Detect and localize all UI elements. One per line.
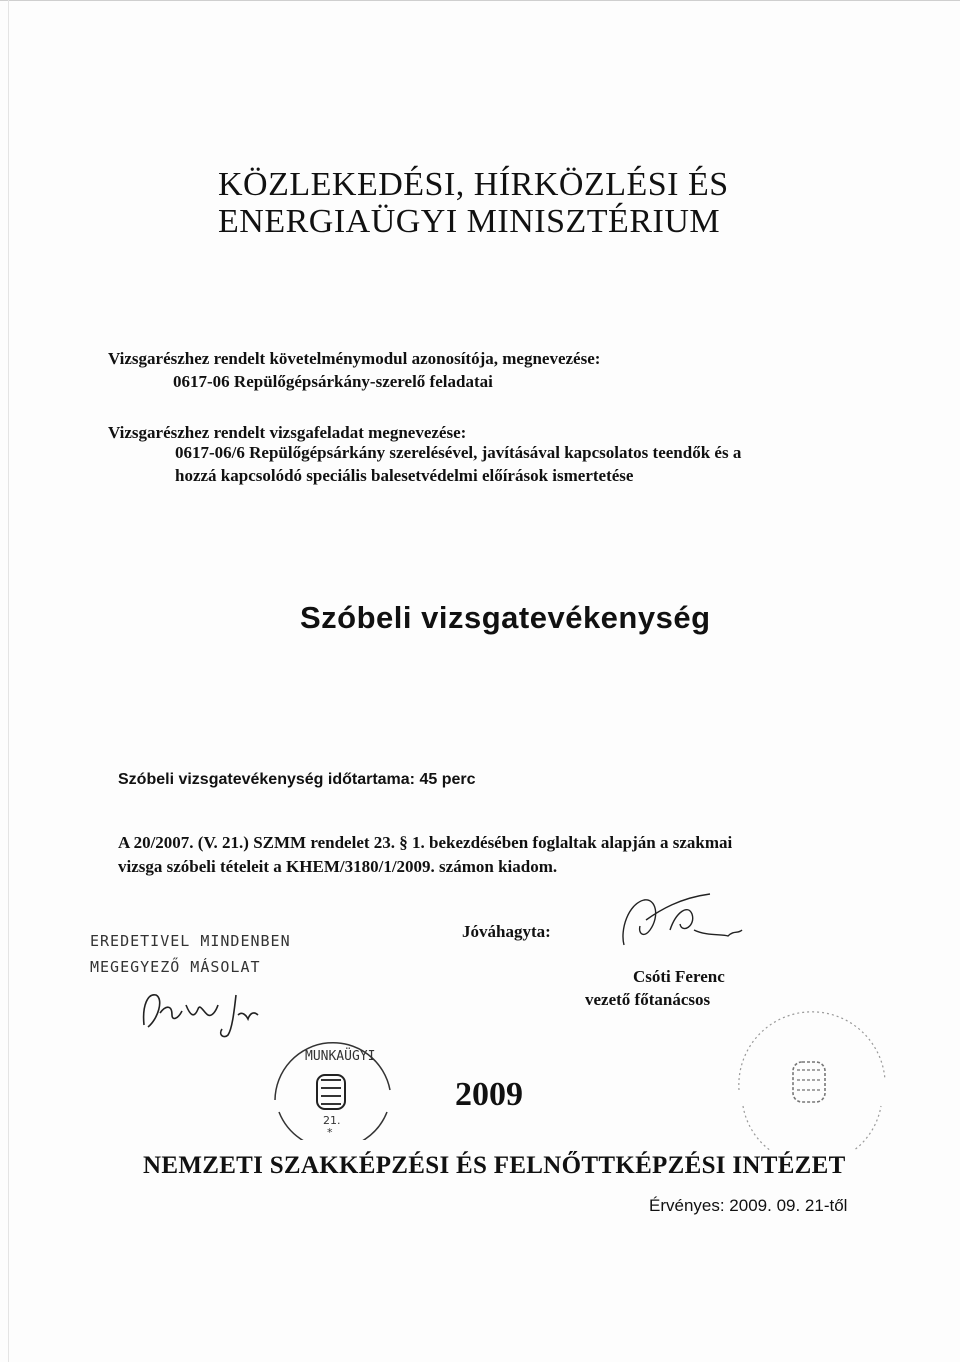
approval-label: Jóváhagyta: — [462, 922, 551, 941]
approval-signature — [610, 890, 760, 960]
copy-stamp-line2: MEGEGYEZŐ MÁSOLAT — [90, 958, 261, 976]
approver-name: Csóti Ferenc — [633, 967, 725, 986]
handwritten-signature-left — [138, 985, 273, 1045]
institute-name: NEMZETI SZAKKÉPZÉSI ÉS FELNŐTTKÉPZÉSI INTÉZET — [143, 1152, 846, 1179]
task-value-line2: hozzá kapcsolódó speciális balesetvédelmi előírások ismertetése — [175, 466, 634, 485]
module-label: Vizsgarészhez rendelt követelménymodul azonosítója, megnevezése: — [108, 349, 601, 368]
approver-position: vezető főtanácsos — [585, 990, 711, 1009]
decree-line1: A 20/2007. (V. 21.) SZMM rendelet 23. § 1. bekezdésében foglaltak alapján a szakmai — [118, 833, 733, 852]
ministry-title-line1: KÖZLEKEDÉSI, HÍRKÖZLÉSI ÉS — [218, 166, 729, 203]
institute-seal-right — [725, 1010, 895, 1150]
valid-from: Érvényes: 2009. 09. 21-től — [649, 1196, 848, 1215]
decree-line2: vizsga szóbeli tételeit a KHEM/3180/1/2009. számon kiadom. — [118, 857, 558, 876]
copy-stamp-line1: EREDETIVEL MINDENBEN — [90, 932, 291, 950]
seal-left-top-text: MUNKAÜGYI — [305, 1049, 376, 1064]
seal-left-number: 21. — [323, 1114, 341, 1127]
svg-text:*: * — [327, 1126, 333, 1139]
scan-left-edge — [8, 0, 9, 1362]
ministry-seal-left — [265, 1030, 400, 1140]
year: 2009 — [455, 1076, 523, 1113]
section-title: Szóbeli vizsgatevékenység — [300, 600, 711, 635]
scan-top-edge — [0, 0, 960, 1]
task-label: Vizsgarészhez rendelt vizsgafeladat megnevezése: — [108, 423, 467, 442]
module-value: 0617-06 Repülőgépsárkány-szerelő feladatai — [173, 372, 493, 391]
task-value-line1: 0617-06/6 Repülőgépsárkány szerelésével, javításával kapcsolatos teendők és a — [175, 443, 742, 462]
duration-text: Szóbeli vizsgatevékenység időtartama: 45 perc — [118, 771, 476, 788]
ministry-title-line2: ENERGIAÜGYI MINISZTÉRIUM — [218, 203, 721, 240]
